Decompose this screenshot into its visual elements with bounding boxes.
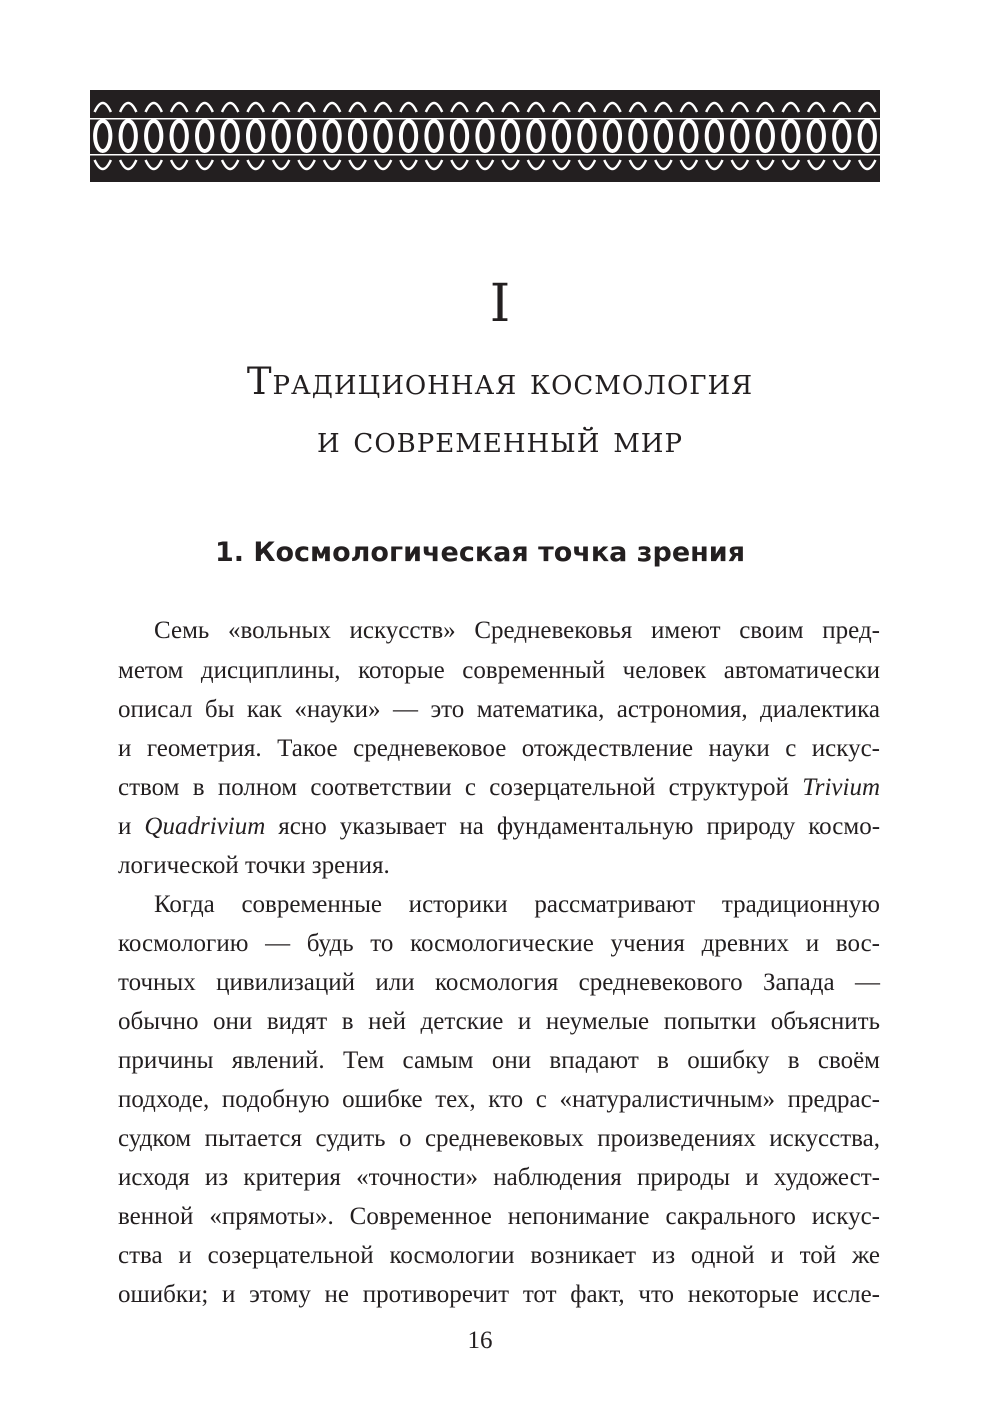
paragraph-2-line-3: точных цивилизаций или космология средневекового Запада — [118,969,880,996]
paragraph-1-line-3: описал бы как «науки» — это математика, астрономия, диалектика [118,696,880,723]
paragraph-2-line-11: ошибки; и этому не противоречит тот факт, что некоторые иссле- [118,1281,880,1308]
section-heading: 1. Космологическая точка зрения [214,537,746,568]
ornament-header-band [90,90,880,182]
paragraph-2-line-4: обычно они видят в ней детские и неумелые попытки объяснить [118,1008,880,1035]
paragraph-1-line-6-prefix: и [118,813,132,840]
quadrivium-italic: Quadrivium [144,813,266,840]
paragraph-2-line-9: венной «прямоты». Современное непонимание сакрального искус- [118,1203,880,1230]
paragraph-2-line-10: ства и созерцательной космологии возникает из одной и той же [118,1242,880,1269]
ornament-band-line [90,154,880,156]
paragraph-2-line-2: космологию — будь то космологические учения древних и вос- [118,930,880,957]
trivium-italic: Trivium [802,774,880,801]
ornament-band-line [90,118,880,120]
paragraph-2-line-8: исходя из критерия «точности» наблюдения природы и художест- [118,1164,880,1191]
paragraph-2-line-1: Когда современные историки рассматривают традиционную [154,891,880,918]
paragraph-2-line-5: причины явлений. Тем самым они впадают в ошибку в своём [118,1047,880,1074]
paragraph-1-line-6-text: ясно указывает на фундаментальную природу космо- [278,813,881,840]
paragraph-1-line-2: метом дисциплины, которые современный человек автоматически [118,657,880,684]
chapter-numeral: I [489,274,511,334]
chapter-title-line-2: и современный мир [317,418,683,461]
paragraph-2-line-7: судком пытается судить о средневековых произведениях искусства, [118,1125,880,1152]
paragraph-1-line-1: Семь «вольных искусств» Средневековья имеют своим пред- [154,617,880,644]
page-number: 16 [467,1327,493,1354]
paragraph-1-line-5 [118,773,880,803]
paragraph-1-line-7: логической точки зрения. [118,852,390,879]
chapter-title-line-1: Традиционная космология [246,360,754,403]
paragraph-1-line-6 [118,812,880,842]
paragraph-1-line-5-text: ством в полном соответствии с созерцательной структурой [118,774,789,801]
paragraph-2-line-6: подходе, подобную ошибке тех, кто с «натуралистичным» предрас- [118,1086,880,1113]
paragraph-1-line-4: и геометрия. Такое средневековое отождествление науки с искус- [118,735,880,762]
